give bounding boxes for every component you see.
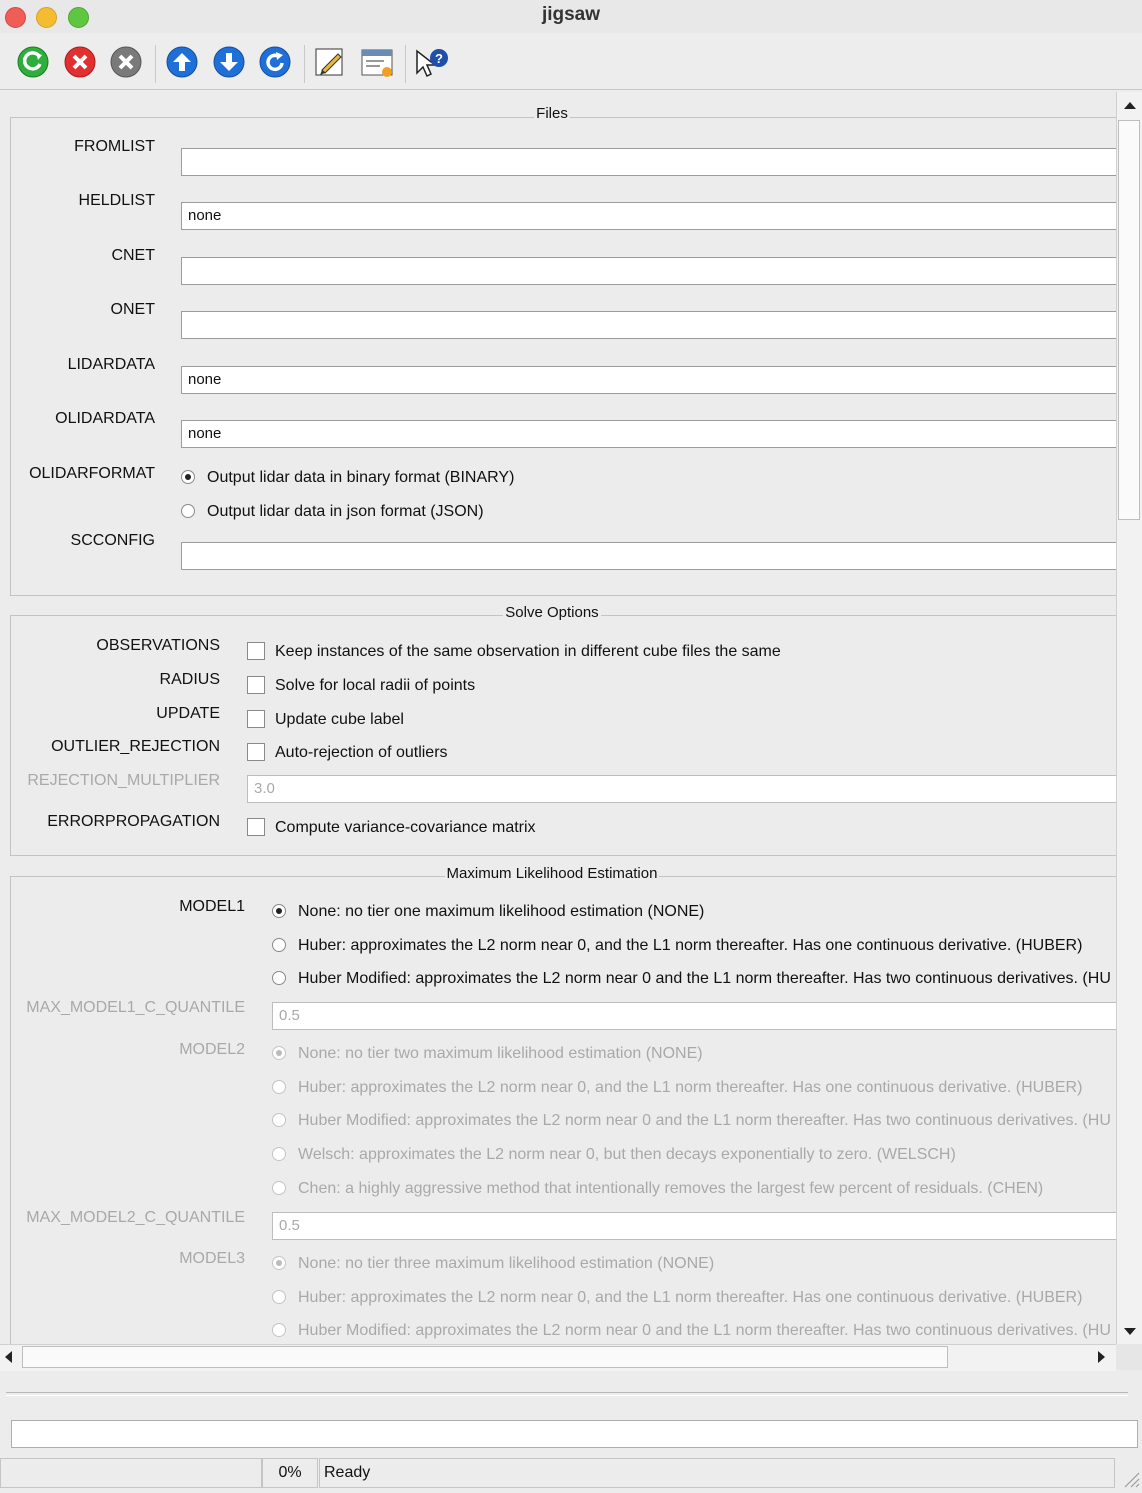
rejection-multiplier-input[interactable]: 3.0	[247, 775, 1116, 803]
title-bar	[0, 0, 1142, 33]
scroll-right-arrow-icon[interactable]	[1098, 1351, 1105, 1363]
model1-none-option[interactable]: None: no tier one maximum likelihood estimation (NONE)	[272, 903, 704, 921]
checkbox-unchecked-icon	[247, 676, 265, 694]
observations-label: OBSERVATIONS	[96, 637, 220, 654]
cnet-label: CNET	[111, 247, 155, 264]
model2-welsch-option[interactable]: Welsch: approximates the L2 norm near 0, but then decays exponentially to zero. (WELSCH)	[272, 1146, 956, 1164]
status-bar	[0, 1458, 1142, 1493]
vertical-scrollbar[interactable]	[1116, 92, 1142, 1344]
lidardata-input[interactable]: none	[181, 366, 1116, 394]
lidardata-label: LIDARDATA	[67, 356, 155, 373]
radio-selected-icon	[272, 904, 286, 918]
radio-selected-icon	[272, 1256, 286, 1270]
refresh-icon	[258, 45, 292, 79]
pencil-edit-icon	[313, 45, 347, 79]
radio-unselected-icon	[272, 1323, 286, 1337]
olidarformat-json-option[interactable]: Output lidar data in json format (JSON)	[181, 503, 484, 521]
run-button[interactable]	[16, 45, 50, 79]
reset-button[interactable]	[258, 45, 292, 79]
previous-button[interactable]	[165, 45, 199, 79]
scroll-up-arrow-icon[interactable]	[1124, 102, 1136, 109]
max-model2-c-quantile-label: MAX_MODEL2_C_QUANTILE	[26, 1209, 245, 1226]
errorpropagation-label: ERRORPROPAGATION	[47, 813, 220, 830]
radio-unselected-icon	[272, 1290, 286, 1304]
radio-unselected-icon	[272, 971, 286, 985]
edit-button[interactable]	[313, 45, 347, 79]
radio-selected-icon	[181, 470, 195, 484]
window-settings-icon	[360, 45, 394, 79]
model3-none-option[interactable]: None: no tier three maximum likelihood estimation (NONE)	[272, 1255, 714, 1273]
observations-checkbox[interactable]: Keep instances of the same observation in different cube files the same	[247, 642, 781, 661]
arrow-down-icon	[212, 45, 246, 79]
stop-icon	[63, 45, 97, 79]
scroll-down-arrow-icon[interactable]	[1124, 1328, 1136, 1335]
svg-text:?: ?	[435, 51, 443, 66]
radio-unselected-icon	[272, 1147, 286, 1161]
olidardata-input[interactable]: none	[181, 420, 1116, 448]
update-label: UPDATE	[156, 705, 220, 722]
preferences-button[interactable]	[360, 45, 394, 79]
model3-huber-option[interactable]: Huber: approximates the L2 norm near 0, and the L1 norm thereafter. Has one continuous derivative. (HUBER)	[272, 1289, 1082, 1307]
olidarformat-label: OLIDARFORMAT	[29, 465, 155, 482]
stop-button[interactable]	[63, 45, 97, 79]
progress-indicator: 0%	[262, 1458, 318, 1488]
errorpropagation-checkbox[interactable]: Compute variance-covariance matrix	[247, 818, 536, 837]
olidardata-label: OLIDARDATA	[55, 410, 155, 427]
arrow-up-icon	[165, 45, 199, 79]
outlier-rejection-label: OUTLIER_REJECTION	[51, 738, 220, 755]
heldlist-input[interactable]: none	[181, 202, 1116, 230]
outlier-rejection-checkbox[interactable]: Auto-rejection of outliers	[247, 743, 448, 762]
max-model1-c-quantile-label: MAX_MODEL1_C_QUANTILE	[26, 999, 245, 1016]
next-button[interactable]	[212, 45, 246, 79]
command-line-box[interactable]	[11, 1420, 1138, 1448]
model3-huber-modified-option[interactable]: Huber Modified: approximates the L2 norm near 0 and the L1 norm thereafter. Has two continuous derivatives. (HU	[272, 1322, 1111, 1340]
checkbox-unchecked-icon	[247, 743, 265, 761]
horizontal-scroll-thumb[interactable]	[22, 1346, 948, 1368]
heldlist-label: HELDLIST	[78, 192, 155, 209]
horizontal-scrollbar[interactable]	[0, 1344, 1116, 1371]
radio-unselected-icon	[272, 938, 286, 952]
max-model1-c-quantile-input[interactable]: 0.5	[272, 1002, 1116, 1030]
onet-input[interactable]	[181, 311, 1116, 339]
checkbox-unchecked-icon	[247, 818, 265, 836]
parameters-viewport[interactable]	[0, 92, 1116, 1344]
update-checkbox[interactable]: Update cube label	[247, 710, 404, 729]
vertical-scroll-thumb[interactable]	[1118, 120, 1140, 520]
radius-label: RADIUS	[159, 671, 220, 688]
scroll-corner	[1116, 1344, 1142, 1370]
files-group	[10, 117, 1116, 596]
whats-this-button[interactable]	[414, 45, 448, 79]
max-model2-c-quantile-input[interactable]: 0.5	[272, 1212, 1116, 1240]
files-group-title: Files	[536, 105, 568, 122]
radio-unselected-icon	[272, 1113, 286, 1127]
fromlist-label: FROMLIST	[74, 138, 155, 155]
model1-label: MODEL1	[179, 898, 245, 915]
scroll-left-arrow-icon[interactable]	[5, 1351, 12, 1363]
splitter[interactable]	[6, 1392, 1128, 1396]
checkbox-unchecked-icon	[247, 642, 265, 660]
window-title: jigsaw	[541, 4, 601, 25]
checkbox-unchecked-icon	[247, 710, 265, 728]
onet-label: ONET	[110, 301, 155, 318]
status-message: Ready	[319, 1458, 1115, 1488]
rejection-multiplier-label: REJECTION_MULTIPLIER	[27, 772, 220, 789]
run-icon	[16, 45, 50, 79]
model2-chen-option[interactable]: Chen: a highly aggressive method that intentionally removes the largest few percent of residuals. (CHEN)	[272, 1180, 1043, 1198]
help-pointer-icon	[414, 45, 448, 79]
resize-grip-icon[interactable]	[1122, 1470, 1140, 1488]
scconfig-input[interactable]	[181, 542, 1116, 570]
radio-unselected-icon	[272, 1080, 286, 1094]
close-button[interactable]	[109, 45, 143, 79]
olidarformat-binary-option[interactable]: Output lidar data in binary format (BINARY)	[181, 469, 514, 487]
mle-group-title: Maximum Likelihood Estimation	[446, 865, 658, 882]
scconfig-label: SCCONFIG	[70, 532, 155, 549]
radius-checkbox[interactable]: Solve for local radii of points	[247, 676, 475, 695]
toolbar	[0, 33, 1142, 90]
model2-none-option[interactable]: None: no tier two maximum likelihood estimation (NONE)	[272, 1045, 703, 1063]
model2-huber-option[interactable]: Huber: approximates the L2 norm near 0, and the L1 norm thereafter. Has one continuous derivative. (HUBER)	[272, 1079, 1082, 1097]
model2-huber-modified-option[interactable]: Huber Modified: approximates the L2 norm near 0 and the L1 norm thereafter. Has two continuous derivatives. (HU	[272, 1112, 1111, 1130]
model2-label: MODEL2	[179, 1041, 245, 1058]
model1-huber-modified-option[interactable]: Huber Modified: approximates the L2 norm near 0 and the L1 norm thereafter. Has two continuous derivatives. (HU	[272, 970, 1111, 988]
solve-options-group-title: Solve Options	[505, 604, 599, 621]
model3-label: MODEL3	[179, 1250, 245, 1267]
status-spacer	[0, 1458, 262, 1488]
radio-unselected-icon	[272, 1181, 286, 1195]
cnet-input[interactable]	[181, 257, 1116, 285]
radio-unselected-icon	[181, 504, 195, 518]
fromlist-input[interactable]	[181, 148, 1116, 176]
radio-selected-icon	[272, 1046, 286, 1060]
model1-huber-option[interactable]: Huber: approximates the L2 norm near 0, and the L1 norm thereafter. Has one continuous derivative. (HUBER)	[272, 937, 1082, 955]
close-icon	[109, 45, 143, 79]
